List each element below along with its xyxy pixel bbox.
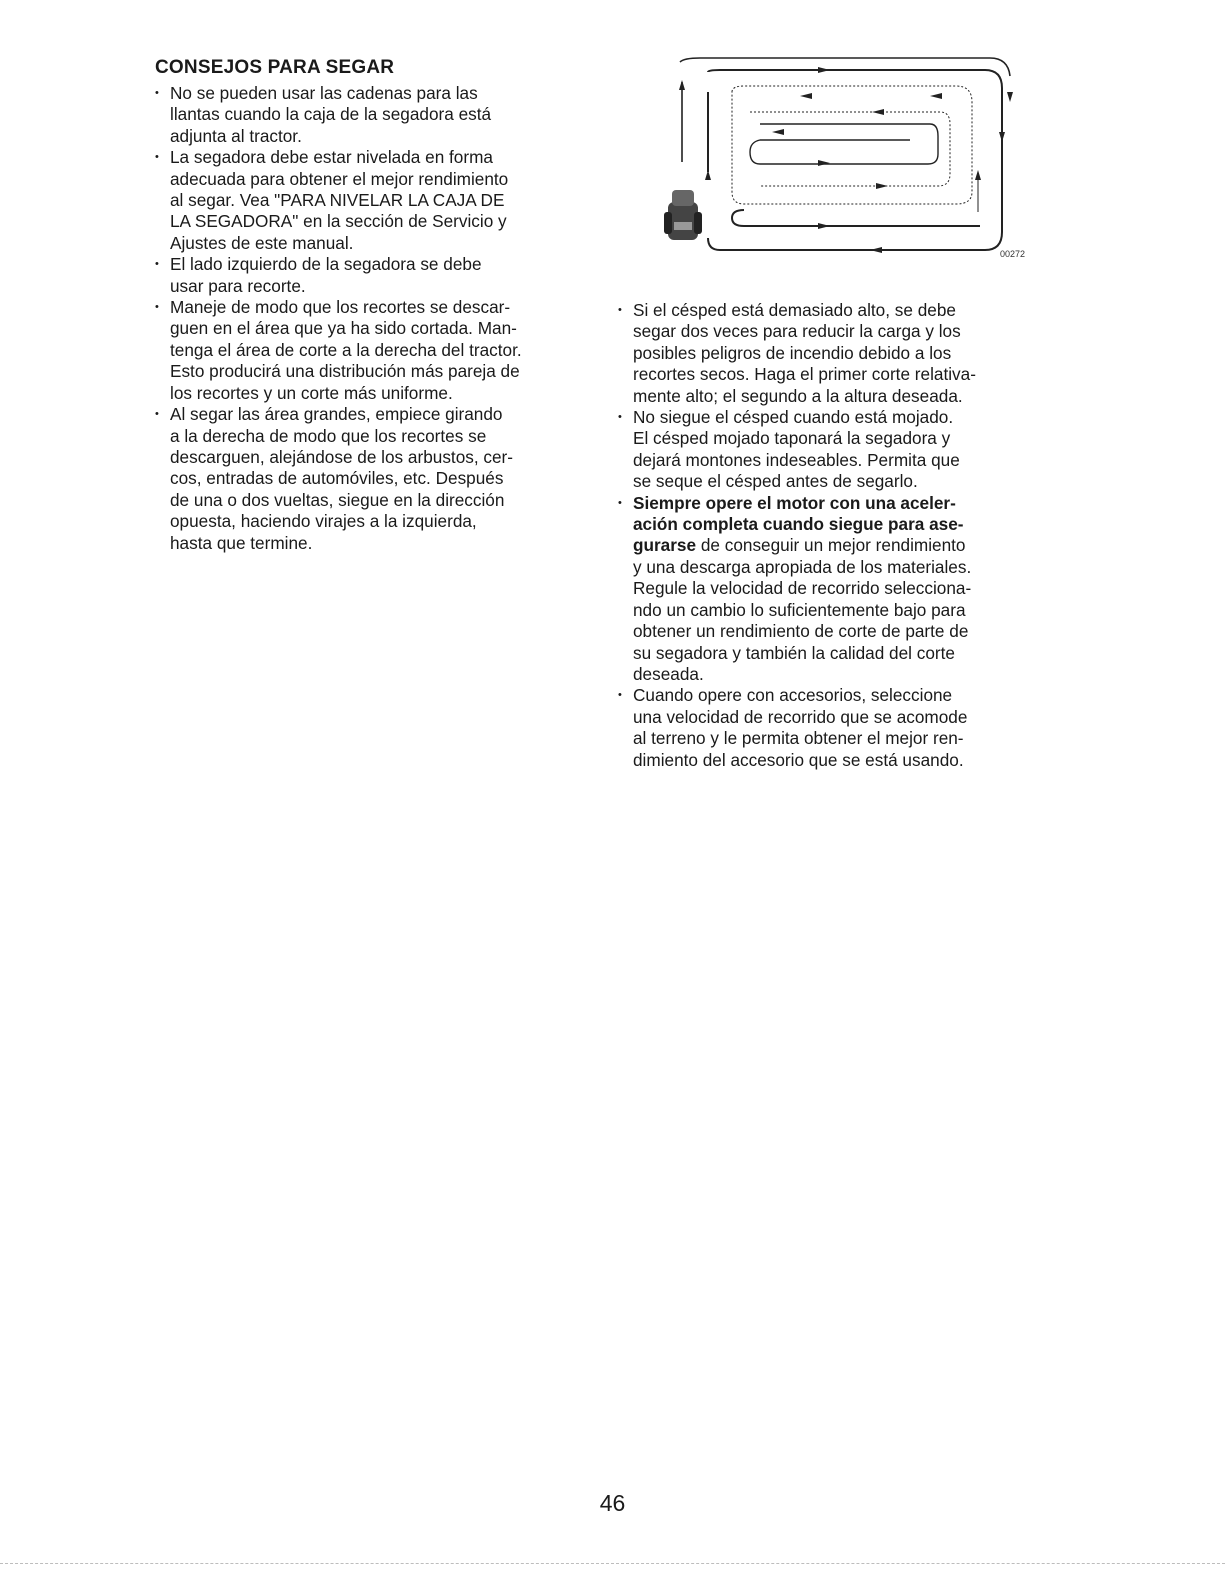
bottom-rule (0, 1563, 1225, 1564)
list-item: • El lado izquierdo de la segadora se debe usar para recorte. (155, 254, 595, 297)
list-item: • La segadora debe estar nivelada en forma adecuada para obtener el mejor rendimiento al segar. Vea "PARA NIVELAR LA CAJA DE LA SEGADORA" en la sección de Servicio y Ajustes de este manual. (155, 147, 595, 254)
left-column (155, 57, 595, 554)
mowing-pattern-figure (660, 52, 1035, 267)
list-item: • No siegue el césped cuando está mojado. El césped mojado taponará la segadora y dejará montones indeseables. Permita que se seque el césped antes de segarlo. (618, 407, 1058, 493)
tips-list-left (155, 83, 595, 554)
list-item: • Si el césped está demasiado alto, se debe segar dos veces para reducir la carga y los posibles peligros de incendio debido a los recortes secos. Haga el primer corte relativa- mente alto; el segundo a la altura deseada. (618, 300, 1058, 407)
list-item: • Al segar las área grandes, empiece girando a la derecha de modo que los recortes se descarguen, alejándose de los arbustos, cer- cos, entradas de automóviles, etc. Después de una o dos vueltas, siegue en la dirección opuesta, haciendo virajes a la izquierda, hasta que termine. (155, 404, 595, 554)
list-item: • No se pueden usar las cadenas para las llantas cuando la caja de la segadora está adjunta al tractor. (155, 83, 595, 147)
page-number: 46 (599, 1490, 626, 1516)
tips-list-right (618, 300, 1058, 771)
section-heading: CONSEJOS PARA SEGAR (155, 57, 395, 78)
figure-code: 00272 (999, 249, 1025, 259)
bold-lead-text: Siempre opere el motor con una aceler- ación completa cuando siegue para ase- gurarse (633, 492, 964, 556)
list-item (618, 493, 1058, 686)
right-column (618, 300, 1058, 771)
list-item: • Maneje de modo que los recortes se descar- guen en el área que ya ha sido cortada. Man- tenga el área de corte a la derecha del tractor. Esto producirá una distribución más pareja de los recortes y un corte más uniforme. (155, 297, 595, 404)
tractor-icon (664, 190, 702, 240)
list-item-text: de conseguir un mejor rendimiento y una descarga apropiada de los materiales. Regule la velocidad de recorrido selecciona- ndo un cambio lo suficientemente bajo para obtener un rendimiento de corte de parte de su segadora y también la calidad del corte deseada. (633, 535, 972, 684)
list-item: • Cuando opere con accesorios, seleccione una velocidad de recorrido que se acomode al terreno y le permita obtener el mejor ren- dimiento del accesorio que se está usando. (618, 685, 1058, 771)
mowing-pattern-diagram-icon (660, 52, 1035, 267)
